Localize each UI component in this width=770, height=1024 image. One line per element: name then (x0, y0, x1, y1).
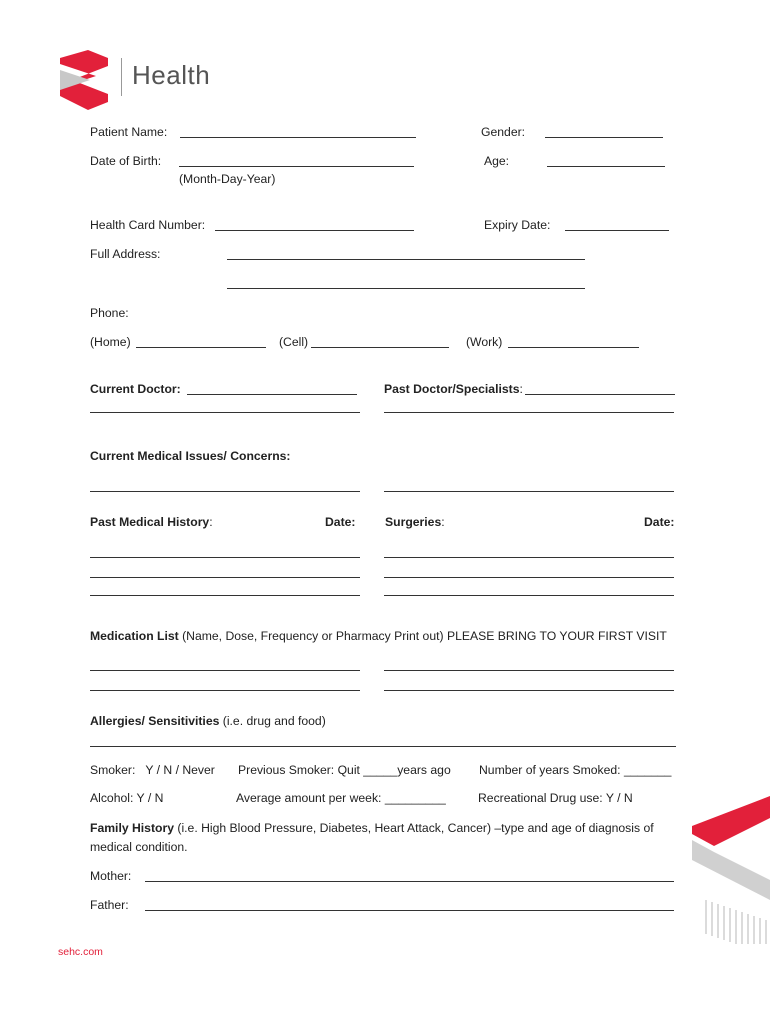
years-smoked-label: Number of years Smoked: _______ (479, 763, 672, 777)
medication-instructions: (Name, Dose, Frequency or Pharmacy Print out) PLEASE BRING TO YOUR FIRST VISIT (178, 629, 667, 643)
past-doctor-colon: : (519, 382, 523, 396)
medication-label: Medication List (90, 629, 179, 643)
brand-logo-icon (58, 50, 110, 110)
medical-issues-field-2[interactable] (384, 491, 674, 492)
phone-label: Phone: (90, 306, 129, 320)
decorative-chevron-icon (692, 796, 770, 946)
medication-field-4[interactable] (384, 690, 674, 691)
home-label: (Home) (90, 335, 131, 349)
logo-divider (121, 58, 122, 96)
father-field[interactable] (145, 910, 674, 911)
address-field-1[interactable] (227, 259, 585, 260)
website-link[interactable]: sehc.com (58, 946, 103, 958)
medication-field-1[interactable] (90, 670, 360, 671)
previous-smoker-label: Previous Smoker: Quit _____years ago (238, 763, 451, 777)
surgeries-field-1[interactable] (384, 557, 674, 558)
cell-phone-field[interactable] (311, 347, 449, 348)
surgeries-label: Surgeries (385, 515, 442, 529)
mother-field[interactable] (145, 881, 674, 882)
address-field-2[interactable] (227, 288, 585, 289)
gender-field[interactable] (545, 137, 663, 138)
home-phone-field[interactable] (136, 347, 266, 348)
history-date-label: Date: (325, 515, 356, 529)
dob-field[interactable] (179, 166, 414, 167)
surgeries-field-3[interactable] (384, 595, 674, 596)
gender-label: Gender: (481, 125, 526, 139)
health-card-field[interactable] (215, 230, 414, 231)
current-doctor-field-2[interactable] (90, 412, 360, 413)
surgeries-date-label: Date: (644, 515, 675, 529)
father-label: Father: (90, 898, 129, 912)
current-doctor-field[interactable] (187, 394, 357, 395)
history-field-3[interactable] (90, 595, 360, 596)
dob-label: Date of Birth: (90, 154, 162, 168)
age-field[interactable] (547, 166, 665, 167)
family-history-hint-2: medical condition. (90, 840, 188, 854)
health-card-label: Health Card Number: (90, 218, 206, 232)
brand-name: Health (132, 60, 211, 90)
patient-name-label: Patient Name: (90, 125, 168, 139)
age-label: Age: (484, 154, 510, 168)
past-doctor-label: Past Doctor/Specialists (384, 382, 520, 396)
work-label: (Work) (466, 335, 503, 349)
expiry-field[interactable] (565, 230, 669, 231)
smoker-label: Smoker: Y / N / Never (90, 763, 215, 777)
past-doctor-field-2[interactable] (384, 412, 674, 413)
surgeries-field-2[interactable] (384, 577, 674, 578)
dob-hint: (Month-Day-Year) (179, 172, 276, 186)
work-phone-field[interactable] (508, 347, 639, 348)
cell-label: (Cell) (279, 335, 309, 349)
medication-field-3[interactable] (384, 670, 674, 671)
average-per-week-label: Average amount per week: _________ (236, 791, 446, 805)
expiry-label: Expiry Date: (484, 218, 551, 232)
past-history-label: Past Medical History (90, 515, 210, 529)
medical-issues-label: Current Medical Issues/ Concerns: (90, 449, 291, 463)
allergies-hint: (i.e. drug and food) (219, 714, 326, 728)
patient-name-field[interactable] (180, 137, 416, 138)
alcohol-label: Alcohol: Y / N (90, 791, 164, 805)
past-history-colon: : (209, 515, 213, 529)
address-label: Full Address: (90, 247, 161, 261)
mother-label: Mother: (90, 869, 132, 883)
history-field-1[interactable] (90, 557, 360, 558)
history-field-2[interactable] (90, 577, 360, 578)
surgeries-colon: : (441, 515, 445, 529)
past-doctor-field[interactable] (525, 394, 675, 395)
family-history-label: Family History (90, 821, 174, 835)
medical-issues-field-1[interactable] (90, 491, 360, 492)
allergies-field[interactable] (90, 746, 676, 747)
allergies-label: Allergies/ Sensitivities (90, 714, 220, 728)
medication-field-2[interactable] (90, 690, 360, 691)
family-history-hint: (i.e. High Blood Pressure, Diabetes, Heart Attack, Cancer) –type and age of diagnosis of (174, 821, 654, 835)
recreational-drug-label: Recreational Drug use: Y / N (478, 791, 633, 805)
current-doctor-label: Current Doctor: (90, 382, 181, 396)
